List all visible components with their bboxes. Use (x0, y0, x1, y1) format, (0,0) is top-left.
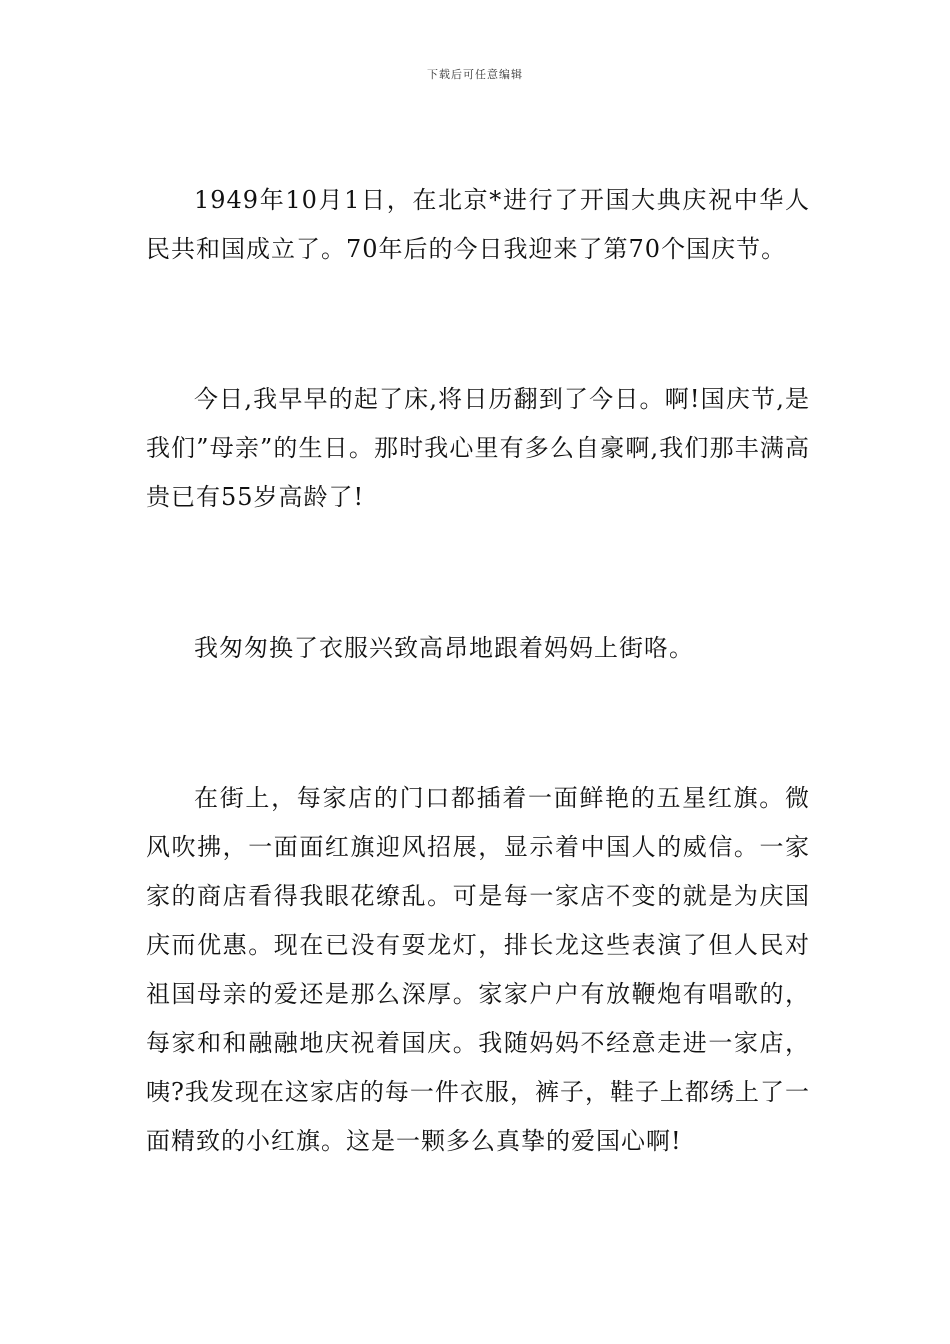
paragraph-3: 我匆匆换了衣服兴致高昂地跟着妈妈上街咯。 (194, 634, 694, 662)
paragraph-4: 在街上，每家店的门口都插着一面鲜艳的五星红旗。微风吹拂，一面面红旗迎风招展，显示着中国人的威信。一家家的商店看得我眼花缭乱。可是每一家店不变的就是为庆国庆而优惠。现在已没有耍龙灯，排长龙这些表演了但人民对祖国母亲的爱还是那么深厚。家家户户有放鞭炮有唱歌的，每家和和融融地庆祝着国庆。我随妈妈不经意走进一家店，咦?我发现在这家店的每一件衣服，裤子，鞋子上都绣上了一面精致的小红旗。这是一颗多么真挚的爱国心啊! (146, 784, 810, 1155)
header-note: 下载后可任意编辑 (427, 68, 523, 81)
paragraph-2: 今日,我早早的起了床,将日历翻到了今日。啊!国庆节,是我们”母亲”的生日。那时我心里有多么自豪啊,我们那丰满高贵已有55岁高龄了! (146, 385, 810, 511)
paragraph-1: 1949年10月1日，在北京*进行了开国大典庆祝中华人民共和国成立了。70年后的今日我迎来了第70个国庆节。 (146, 186, 810, 263)
